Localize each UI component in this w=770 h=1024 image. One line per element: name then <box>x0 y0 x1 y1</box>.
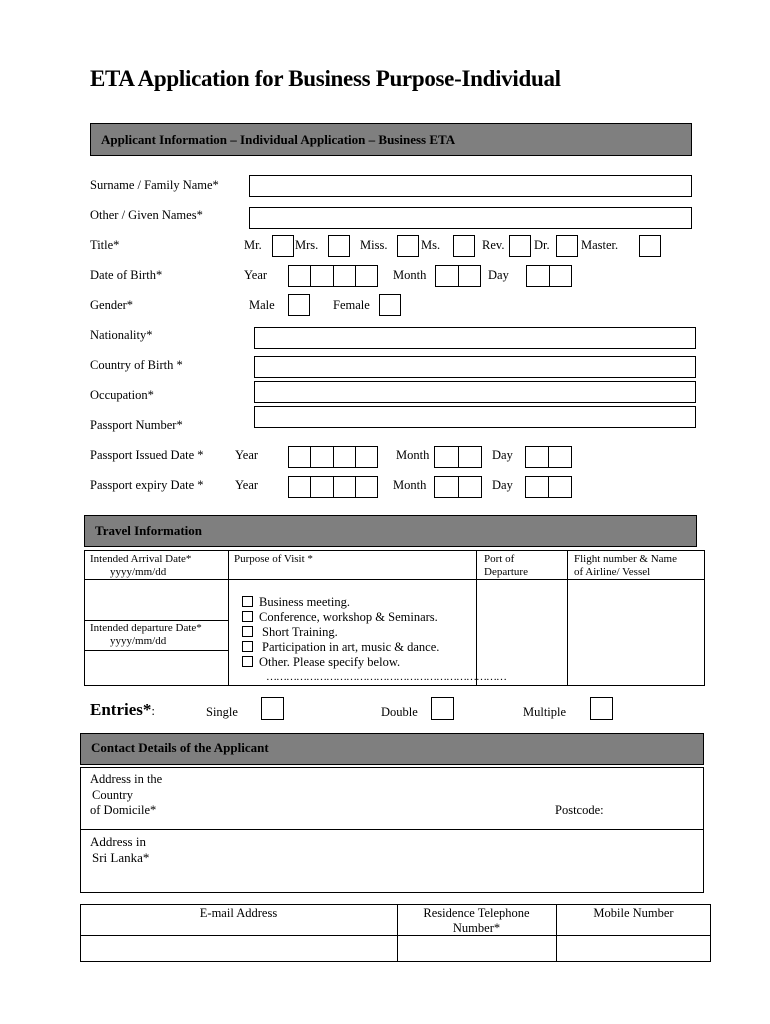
issued-month-field[interactable] <box>434 446 482 468</box>
passport-number-label: Passport Number* <box>90 418 183 432</box>
dob-day-label: Day <box>488 268 509 282</box>
entries-multiple-label: Multiple <box>523 705 567 719</box>
arrival-date-format: yyyy/mm/dd <box>110 566 167 578</box>
dob-month-label: Month <box>393 268 427 282</box>
domicile-label-3: of Domicile* <box>90 803 157 817</box>
issued-year-label: Year <box>235 448 259 462</box>
mobile-number-field[interactable] <box>557 936 710 961</box>
departure-date-field[interactable] <box>85 651 227 685</box>
domicile-address-field[interactable] <box>180 768 550 828</box>
gender-male-checkbox[interactable] <box>288 294 310 316</box>
purpose-other[interactable] <box>242 655 400 669</box>
mobile-header: Mobile Number <box>593 906 674 920</box>
residence-phone-header-2: Number* <box>452 921 501 935</box>
title-rev-checkbox[interactable] <box>509 235 531 257</box>
section-header-contact: Contact Details of the Applicant <box>80 733 704 765</box>
arrival-date-label: Intended Arrival Date* <box>90 553 192 565</box>
country-of-birth-field[interactable] <box>254 356 696 378</box>
title-dr-checkbox[interactable] <box>556 235 578 257</box>
flight-header-1: Flight number & Name <box>574 553 677 565</box>
section-header-travel: Travel Information <box>84 515 697 547</box>
purpose-label: Conference, workshop & Seminars. <box>259 610 438 624</box>
title-mrs-checkbox[interactable] <box>328 235 350 257</box>
checkbox-icon <box>242 641 253 652</box>
dob-year-field[interactable] <box>288 265 378 287</box>
passport-issued-label: Passport Issued Date * <box>90 448 204 462</box>
given-names-field[interactable] <box>249 207 692 229</box>
surname-label: Surname / Family Name* <box>90 178 219 192</box>
residence-phone-field[interactable] <box>398 936 555 961</box>
domicile-label-2: Country <box>92 788 133 802</box>
purpose-label: Other. Please specify below. <box>259 655 401 669</box>
flight-number-field[interactable] <box>568 580 704 685</box>
title-master-label: Master. <box>581 238 619 252</box>
purpose-business-meeting[interactable] <box>242 595 350 609</box>
issued-month-label: Month <box>396 448 430 462</box>
email-header: E-mail Address <box>199 906 278 920</box>
title-mr-label: Mr. <box>244 238 262 252</box>
checkbox-icon <box>242 596 253 607</box>
expiry-day-label: Day <box>492 478 513 492</box>
title-mrs-label: Mrs. <box>295 238 319 252</box>
title-label: Title* <box>90 238 120 252</box>
purpose-label: Short Training. <box>262 625 338 639</box>
gender-female-checkbox[interactable] <box>379 294 401 316</box>
nationality-field[interactable] <box>254 327 696 349</box>
srilanka-address-field[interactable] <box>180 830 703 892</box>
title-miss-label: Miss. <box>360 238 388 252</box>
dob-label: Date of Birth* <box>90 268 163 282</box>
dob-month-field[interactable] <box>435 265 481 287</box>
purpose-label: Participation in art, music & dance. <box>262 640 440 654</box>
dob-year-label: Year <box>244 268 268 282</box>
port-header-1: Port of <box>484 553 515 565</box>
nationality-label: Nationality* <box>90 328 153 342</box>
title-miss-checkbox[interactable] <box>397 235 419 257</box>
port-header-2: Departure <box>484 566 528 578</box>
title-mr-checkbox[interactable] <box>272 235 294 257</box>
purpose-label: Business meeting. <box>259 595 350 609</box>
issued-year-field[interactable] <box>288 446 378 468</box>
page-title: ETA Application for Business Purpose-Individual <box>90 66 561 91</box>
purpose-header: Purpose of Visit * <box>234 553 313 565</box>
given-names-label: Other / Given Names* <box>90 208 203 222</box>
purpose-short-training[interactable] <box>242 625 338 639</box>
occupation-label: Occupation* <box>90 388 154 402</box>
title-rev-label: Rev. <box>482 238 505 252</box>
purpose-conference[interactable] <box>242 610 438 624</box>
expiry-month-label: Month <box>393 478 427 492</box>
country-of-birth-label: Country of Birth * <box>90 358 183 372</box>
purpose-other-specify[interactable]: ……………………………………………………………… <box>266 671 506 683</box>
departure-date-label: Intended departure Date* <box>90 622 202 634</box>
checkbox-icon <box>242 656 253 667</box>
title-dr-label: Dr. <box>534 238 550 252</box>
entries-single-label: Single <box>206 705 238 719</box>
occupation-field[interactable] <box>254 381 696 403</box>
title-master-checkbox[interactable] <box>639 235 661 257</box>
gender-label: Gender* <box>90 298 134 312</box>
email-field[interactable] <box>81 936 396 961</box>
entries-multiple-checkbox[interactable] <box>590 697 613 720</box>
issued-day-field[interactable] <box>525 446 572 468</box>
arrival-date-field[interactable] <box>85 580 227 620</box>
entries-colon: : <box>151 703 156 718</box>
gender-male-label: Male <box>249 298 275 312</box>
flight-header-2: of Airline/ Vessel <box>574 566 651 578</box>
dob-day-field[interactable] <box>526 265 572 287</box>
postcode-label: Postcode: <box>555 803 604 817</box>
title-ms-label: Ms. <box>421 238 441 252</box>
gender-female-label: Female <box>333 298 370 312</box>
expiry-year-label: Year <box>235 478 259 492</box>
issued-day-label: Day <box>492 448 513 462</box>
checkbox-icon <box>242 626 253 637</box>
entries-label-text: Entries* <box>90 700 152 719</box>
departure-date-format: yyyy/mm/dd <box>110 635 167 647</box>
passport-number-field[interactable] <box>254 406 696 428</box>
residence-phone-header-1: Residence Telephone <box>423 906 530 920</box>
srilanka-address-label-1: Address in <box>90 834 146 849</box>
checkbox-icon <box>242 611 253 622</box>
title-ms-checkbox[interactable] <box>453 235 475 257</box>
domicile-label-1: Address in the <box>90 772 163 786</box>
section-header-applicant: Applicant Information – Individual Application – Business ETA <box>90 123 692 156</box>
entries-double-label: Double <box>381 705 418 719</box>
purpose-participation[interactable] <box>242 640 439 654</box>
expiry-month-field[interactable] <box>434 476 482 498</box>
expiry-year-field[interactable] <box>288 476 378 498</box>
entries-label <box>90 700 155 720</box>
passport-expiry-label: Passport expiry Date * <box>90 478 204 492</box>
entries-single-checkbox[interactable] <box>261 697 284 720</box>
surname-field[interactable] <box>249 175 692 197</box>
expiry-day-field[interactable] <box>525 476 572 498</box>
entries-double-checkbox[interactable] <box>431 697 454 720</box>
srilanka-address-label-2: Sri Lanka* <box>92 850 150 865</box>
